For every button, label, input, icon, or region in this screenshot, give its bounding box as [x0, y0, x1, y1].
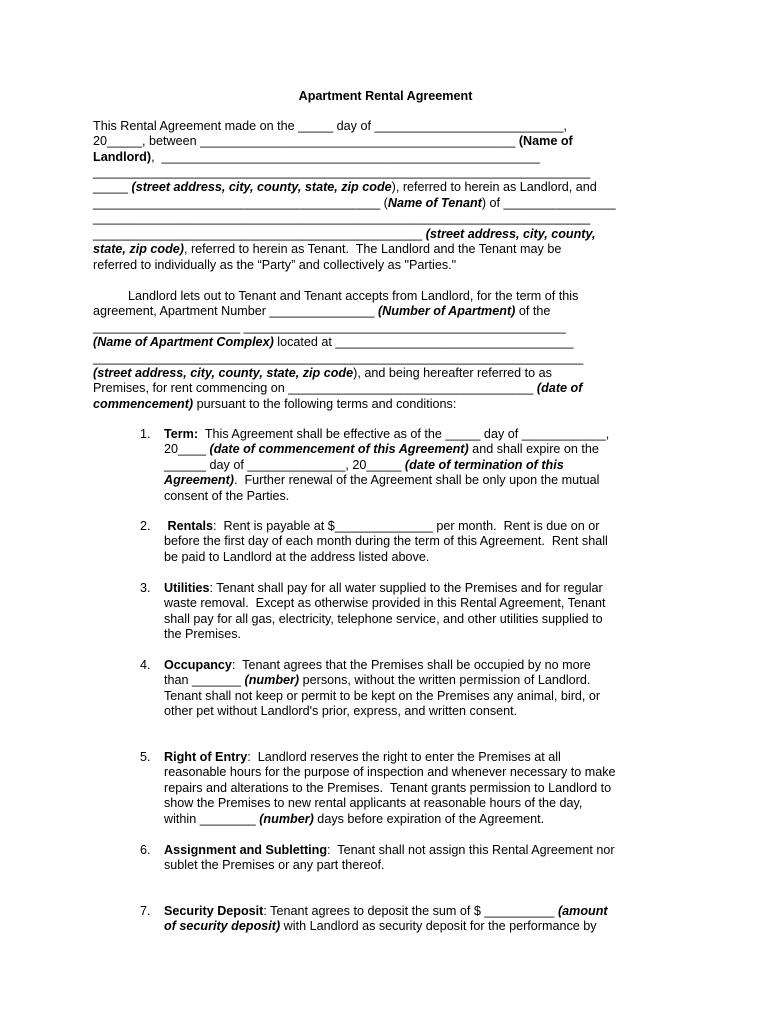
- emphasis-text: (date of: [536, 381, 583, 395]
- body-text: shall pay for all gas, electricity, telephone service, and other utilities supplied to: [164, 611, 603, 626]
- text-line: [93, 397, 456, 412]
- emphasis-text: (date of termination of this: [404, 457, 564, 472]
- body-text: sublet the Premises or any part thereof.: [164, 858, 385, 873]
- text-line: [164, 843, 615, 858]
- body-text: 20_____, between _____________________________________________: [93, 134, 519, 148]
- emphasis-text: (street address, city, county,: [425, 227, 596, 241]
- body-text: _____: [93, 180, 132, 194]
- body-text: reasonable hours for the purpose of inspection and whenever necessary to make: [164, 765, 616, 780]
- body-text: , ______________________________________________________: [151, 150, 540, 164]
- body-text: ______ day of ______________, 20_____: [164, 457, 405, 472]
- text-line: [93, 289, 578, 304]
- text-line: [93, 134, 573, 149]
- text-line: [164, 858, 385, 873]
- text-line: [164, 442, 599, 457]
- body-text: : Tenant shall pay for all water supplied to the Premises and for regular: [209, 581, 603, 595]
- body-text: persons, without the written permission of Landlord.: [299, 673, 591, 688]
- emphasis-text: Assignment and Subletting: [164, 843, 328, 857]
- body-text: than _______: [164, 673, 245, 688]
- body-text: waste removal. Except as otherwise provided in this Rental Agreement, Tenant: [164, 596, 606, 611]
- text-line: [93, 180, 597, 195]
- body-text: Premises, for rent commencing on ___________________________________: [93, 381, 537, 395]
- body-text: , referred to herein as Tenant. The Landlord and the Tenant may be: [183, 242, 562, 256]
- body-text: other pet without Landlord's prior, express, and written consent.: [164, 704, 518, 719]
- text-line: [93, 304, 550, 319]
- body-text: of the: [515, 304, 551, 318]
- document-title: Apartment Rental Agreement: [298, 89, 473, 103]
- body-text: ), and being hereafter referred to as: [353, 366, 552, 380]
- text-line: [164, 673, 590, 688]
- text-line: [164, 658, 591, 673]
- body-text: ) of ________________: [481, 196, 616, 210]
- body-text: _______________________________________________: [93, 227, 426, 241]
- text-line: [164, 812, 544, 827]
- emphasis-text: Occupancy: [164, 658, 232, 672]
- clause-number: 5.: [140, 750, 151, 764]
- text-line: [164, 534, 608, 549]
- emphasis-text: (number): [259, 811, 314, 826]
- emphasis-text: (Number of Apartment): [377, 304, 516, 318]
- body-text: _______________________________________________________________________: [93, 211, 591, 225]
- text-line: [164, 489, 289, 504]
- emphasis-text: Utilities: [164, 581, 210, 595]
- text-line: [164, 581, 603, 596]
- body-text: This Rental Agreement made on the _____ day of ___________________________,: [93, 119, 568, 133]
- body-text: consent of the Parties.: [164, 488, 290, 503]
- emphasis-text: (street address, city, county, state, zip code: [93, 366, 354, 380]
- text-line: [93, 119, 567, 134]
- text-line: [93, 211, 590, 226]
- emphasis-text: state, zip code): [93, 242, 184, 256]
- body-text: repairs and alterations to the Premises. Tenant grants permission to Landlord to: [164, 780, 612, 795]
- text-line: [93, 227, 596, 242]
- body-text: Tenant shall not keep or permit to be kept on the Premises any animal, bird, or: [164, 688, 601, 703]
- body-text: show the Premises to new rental applicants at reasonable hours of the day,: [164, 796, 583, 811]
- body-text: ), referred to herein as Landlord, and: [391, 180, 597, 194]
- body-text: referred to individually as the “Party” and collectively as "Parties.": [93, 258, 457, 272]
- text-line: [93, 196, 616, 211]
- text-line: [164, 689, 600, 704]
- emphasis-text: Rentals: [167, 519, 213, 533]
- emphasis-text: (Name of: [518, 134, 573, 148]
- text-line: [93, 351, 583, 366]
- text-line: [164, 458, 564, 473]
- text-line: [164, 765, 616, 780]
- emphasis-text: (amount: [557, 904, 608, 918]
- clause-number: 4.: [140, 658, 151, 672]
- text-line: [164, 550, 429, 565]
- text-line: [164, 781, 611, 796]
- emphasis-text: Landlord): [93, 150, 152, 164]
- text-line: [164, 904, 608, 919]
- body-text: : Tenant shall not assign this Rental Agreement nor: [327, 843, 615, 857]
- text-line: [93, 165, 590, 180]
- emphasis-text: of security deposit): [164, 919, 281, 934]
- body-text: ______________________________________________________________________: [93, 351, 584, 365]
- body-text: _______________________________________________________________________: [93, 165, 591, 179]
- emphasis-text: Term:: [164, 427, 199, 441]
- text-line: [93, 366, 552, 381]
- emphasis-text: (Name of Apartment Complex): [93, 335, 274, 349]
- text-line: [164, 627, 241, 642]
- body-text: : Landlord reserves the right to enter the Premises at all: [247, 750, 561, 764]
- body-text: located at __________________________________: [273, 335, 574, 349]
- body-text: the Premises.: [164, 627, 241, 642]
- body-text: This Agreement shall be effective as of the _____ day of ____________,: [198, 427, 610, 441]
- body-text: pursuant to the following terms and conditions:: [193, 397, 457, 411]
- text-line: [164, 919, 597, 934]
- body-text: : Tenant agrees to deposit the sum of $ __________: [263, 904, 558, 918]
- emphasis-text: Name of Tenant: [387, 196, 482, 210]
- body-text: 20____: [164, 442, 210, 457]
- text-line: [164, 519, 599, 534]
- text-line: [93, 258, 456, 273]
- body-text: _____________________ ______________________________________________: [93, 320, 566, 334]
- body-text: . Further renewal of the Agreement shall be only upon the mutual: [233, 473, 600, 488]
- emphasis-text: (street address, city, county, state, zip code: [131, 180, 392, 194]
- clause-number: 7.: [140, 904, 151, 918]
- text-line: [164, 750, 561, 765]
- text-line: [93, 335, 574, 350]
- text-line: [93, 150, 540, 165]
- text-line: [93, 381, 582, 396]
- body-text: : Tenant agrees that the Premises shall be occupied by no more: [231, 658, 591, 672]
- clause-number: 6.: [140, 843, 151, 857]
- emphasis-text: Agreement): [164, 473, 234, 488]
- text-line: [164, 796, 582, 811]
- clause-number: 1.: [140, 427, 151, 441]
- text-line: [93, 242, 561, 257]
- text-line: [164, 704, 517, 719]
- body-text: be paid to Landlord at the address listed above.: [164, 549, 430, 564]
- text-line: [164, 596, 605, 611]
- emphasis-text: (date of commencement of this Agreement): [209, 442, 469, 457]
- text-line: [164, 427, 609, 442]
- emphasis-text: commencement): [93, 397, 194, 411]
- clause-number: 2.: [140, 519, 151, 533]
- body-text: within ________: [164, 811, 260, 826]
- text-line: [93, 320, 566, 335]
- body-text: and shall expire on the: [468, 442, 599, 457]
- text-line: [164, 473, 599, 488]
- emphasis-text: Right of Entry: [164, 750, 248, 764]
- body-text: with Landlord as security deposit for the performance by: [280, 919, 597, 934]
- body-text: agreement, Apartment Number _______________: [93, 304, 378, 318]
- body-text: : Rent is payable at $______________ per month. Rent is due on or: [213, 519, 600, 533]
- body-text: days before expiration of the Agreement.: [313, 811, 545, 826]
- body-text: _________________________________________ (: [93, 196, 388, 210]
- body-text: Landlord lets out to Tenant and Tenant accepts from Landlord, for the term of this: [93, 289, 579, 303]
- emphasis-text: Security Deposit: [164, 904, 264, 918]
- emphasis-text: (number): [244, 673, 300, 688]
- clause-number: 3.: [140, 581, 151, 595]
- text-line: [164, 612, 603, 627]
- body-text: before the first day of each month during the term of this Agreement. Rent shall: [164, 534, 608, 549]
